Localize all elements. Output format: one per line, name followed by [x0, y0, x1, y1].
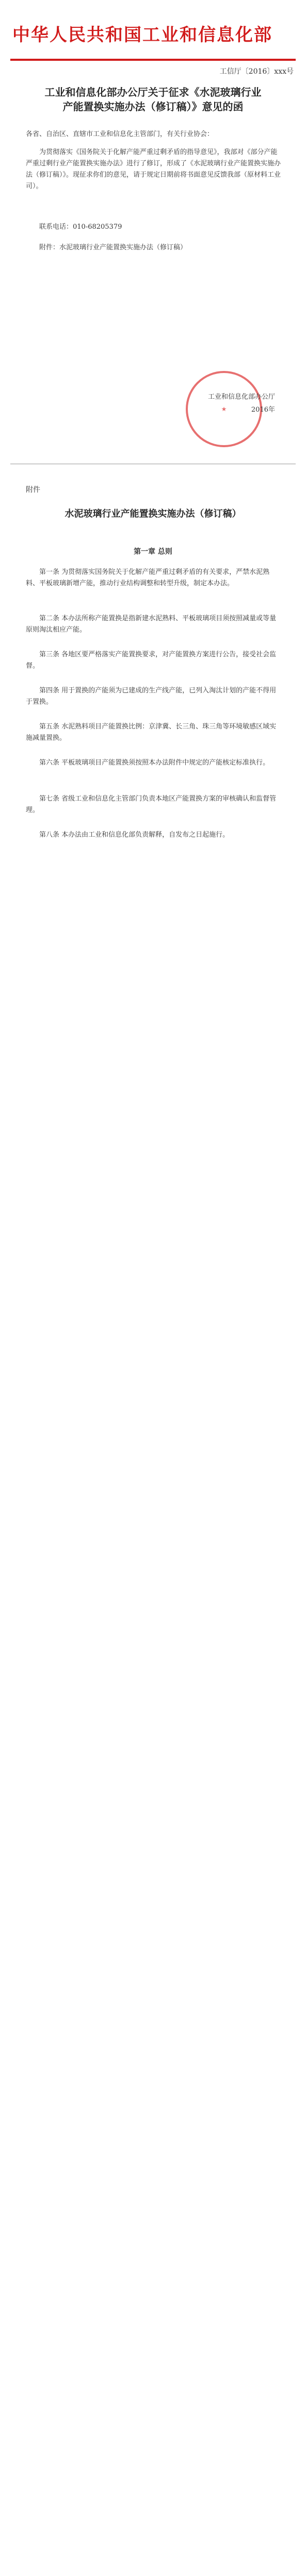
letter-date: 2016年 [251, 406, 275, 414]
letter-greeting: 各省、自治区、直辖市工业和信息化主管部门，有关行业协会： [26, 130, 214, 138]
letter-signer: 工业和信息化部办公厅 [207, 393, 275, 401]
letterhead [0, 0, 306, 62]
article-6: 第六条 平板玻璃项目产能置换须按照本办法附件中规定的产能核定标准执行。 [39, 759, 270, 767]
chapter-heading: 第一章 总则 [134, 548, 172, 556]
article-3: 第三条 各地区要严格落实产能置换要求，对产能置换方案进行公告，接受社会监督。 [26, 651, 277, 670]
letter-body-2: 联系电话：010-68205379 [39, 223, 122, 231]
annex-label: 附件 [26, 486, 40, 494]
article-7: 第七条 省级工业和信息化主管部门负责本地区产能置换方案的审核确认和监督管理。 [26, 795, 277, 814]
article-4: 第四条 用于置换的产能须为已建成的生产线产能，已列入淘汰计划的产能不得用于置换。 [26, 687, 277, 706]
document-number: 工信厅〔2016〕xxx号 [219, 67, 294, 76]
article-2: 第二条 本办法所称产能置换是指新建水泥熟料、平板玻璃项目须按照减量或等量原则淘汰相应产能。 [26, 615, 277, 634]
ministry-name: 中华人民共和国工业和信息化部 [12, 25, 272, 45]
red-rule [10, 59, 296, 61]
official-seal: ★ [186, 371, 262, 447]
letter-title: 工业和信息化部办公厅关于征求《水泥玻璃行业产能置换实施办法（修订稿）》意见的函 [44, 86, 262, 113]
article-5: 第五条 水泥熟料项目产能置换比例：京津冀、长三角、珠三角等环境敏感区域实施减量置换。 [26, 723, 277, 742]
annex-title: 水泥玻璃行业产能置换实施办法（修订稿） [65, 509, 241, 519]
article-8: 第八条 本办法由工业和信息化部负责解释，自发布之日起施行。 [39, 831, 230, 839]
article-1: 第一条 为贯彻落实国务院关于化解产能严重过剩矛盾的有关要求，严禁水泥熟料、平板玻璃新增产能，推动行业结构调整和转型升级，制定本办法。 [26, 568, 270, 587]
letter-body-1: 为贯彻落实《国务院关于化解产能严重过剩矛盾的指导意见》，我部对《部分产能严重过剩行业产能置换实施办法》进行了修订，形成了《水泥玻璃行业产能置换实施办法（修订稿）》。现征求你们的意见，请于规定日期前将书面意见反馈我部（原材料工业司）。 [26, 148, 281, 190]
letter-body-3: 附件：水泥玻璃行业产能置换实施办法（修订稿） [39, 244, 187, 251]
